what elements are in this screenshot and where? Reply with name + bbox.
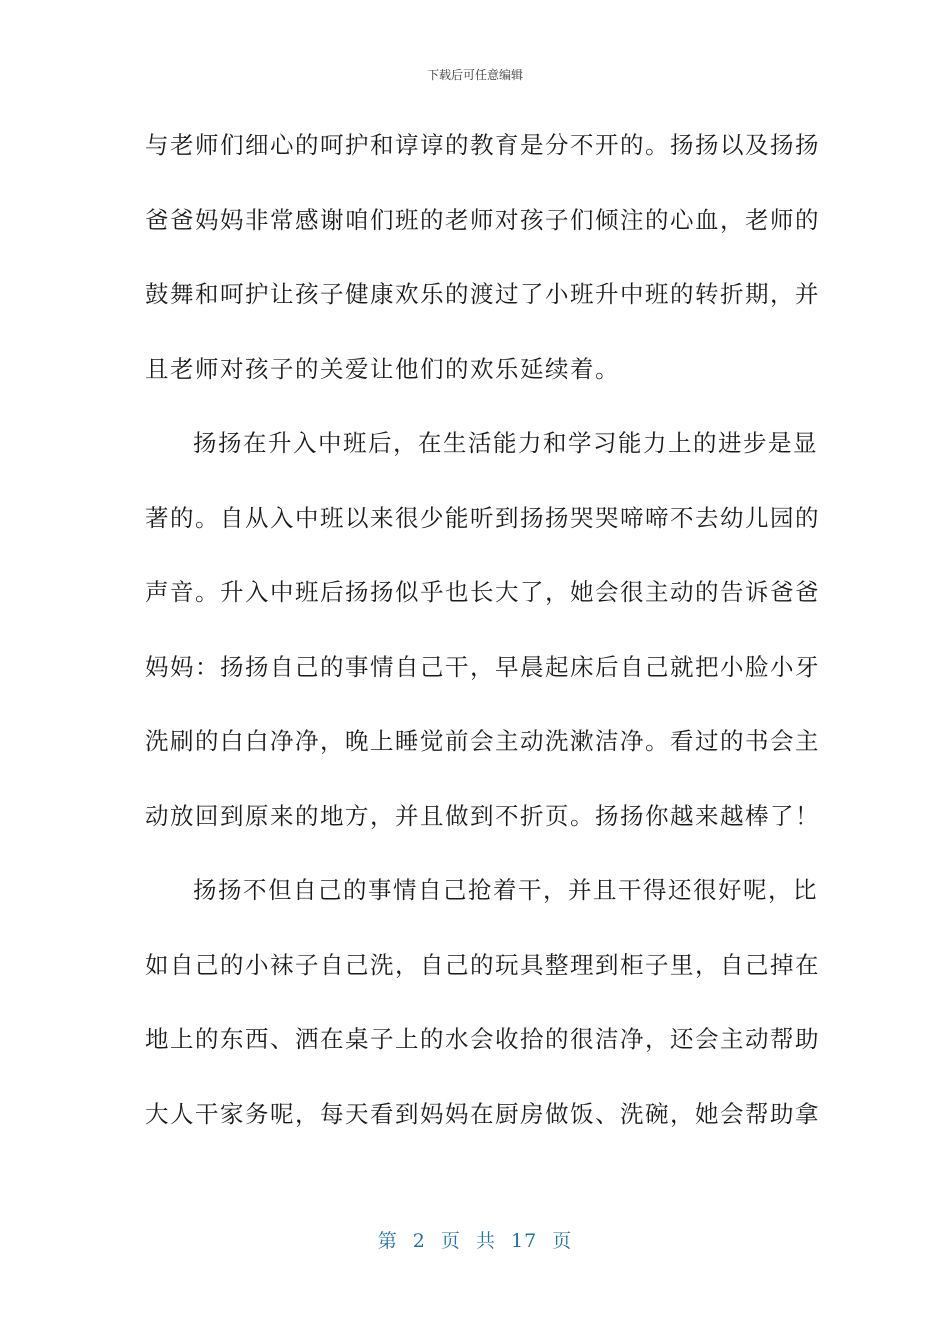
document-body	[145, 120, 820, 1163]
paragraph-first-line: 扬扬不但自己的事情自己抢着干，并且干得还很好呢，比	[193, 876, 818, 904]
paragraph-first-line: 扬扬在升入中班后，在生活能力和学习能力上的进步是显	[193, 429, 818, 457]
text-line: 如自己的小袜子自己洗，自己的玩具整理到柜子里，自己掉在	[145, 950, 820, 979]
footer-label-di: 第	[377, 1230, 398, 1252]
text-line: 声音。升入中班后扬扬似乎也长大了，她会很主动的告诉爸爸	[145, 578, 820, 606]
total-page-count: 17	[511, 1230, 538, 1252]
text-line: 爸爸妈妈非常感谢咱们班的老师对孩子们倾注的心血，老师的	[145, 205, 820, 234]
text-line: 洗刷的白白净净，晚上睡觉前会主动洗漱洁净。看过的书会主	[145, 727, 820, 755]
text-line: 妈妈：扬扬自己的事情自己干，早晨起床后自己就把小脸小牙	[145, 652, 820, 681]
text-line: 大人干家务呢，每天看到妈妈在厨房做饭、洗碗，她会帮助拿	[145, 1099, 820, 1128]
page-header: 下载后可任意编辑	[426, 68, 523, 82]
footer-label-ye: 页	[552, 1230, 573, 1252]
text-line: 动放回到原来的地方，并且做到不折页。扬扬你越来越棒了！	[145, 801, 820, 830]
text-line: 与老师们细心的呵护和谆谆的教育是分不开的。扬扬以及扬扬	[145, 131, 820, 159]
text-line: 地上的东西、洒在桌子上的水会收拾的很洁净，还会主动帮助	[145, 1025, 820, 1053]
footer-label-gong: 共	[475, 1230, 496, 1252]
footer-label-ye: 页	[440, 1230, 461, 1252]
text-line: 著的。自从入中班以来很少能听到扬扬哭哭啼啼不去幼儿园的	[145, 503, 820, 532]
text-line: 且老师对孩子的关爱让他们的欢乐延续着。	[145, 354, 620, 383]
current-page-number: 2	[412, 1230, 426, 1252]
text-line: 鼓舞和呵护让孩子健康欢乐的渡过了小班升中班的转折期，并	[145, 280, 820, 308]
page-footer	[0, 1226, 950, 1253]
